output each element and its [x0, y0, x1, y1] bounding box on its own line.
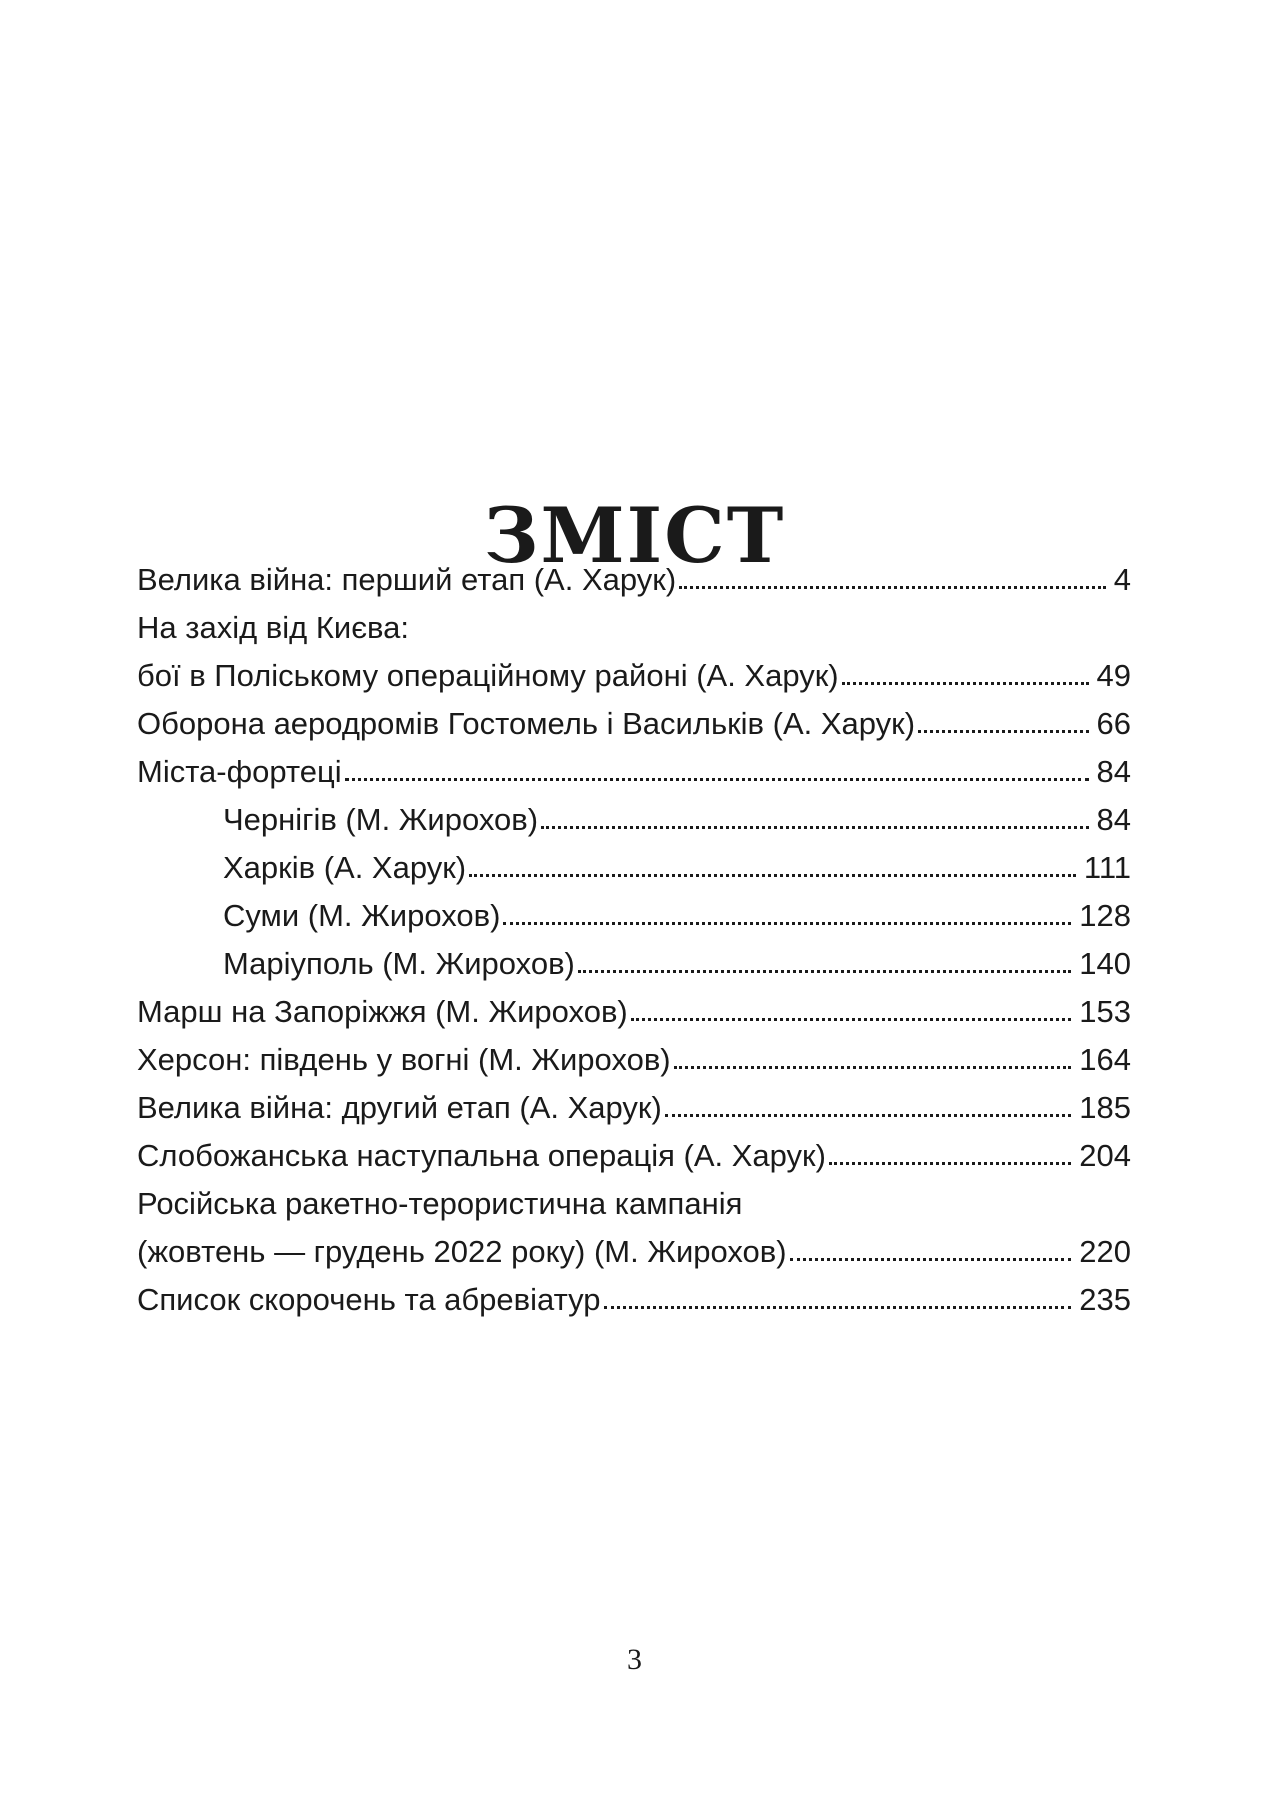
toc-entry	[137, 1084, 1131, 1132]
toc-entry-title: Велика війна: другий етап (А. Харук)	[137, 1090, 662, 1125]
dot-leader	[541, 824, 1088, 829]
dot-leader	[679, 584, 1106, 589]
toc-entry	[137, 700, 1131, 748]
dot-leader	[469, 872, 1076, 877]
toc-entry-page: 49	[1096, 658, 1131, 693]
toc-entry-page: 153	[1079, 994, 1131, 1029]
toc-entry-title: На захід від Києва:	[137, 610, 410, 645]
dot-leader	[345, 776, 1089, 781]
toc-entry	[137, 1180, 1131, 1228]
toc-entry	[137, 940, 1131, 988]
toc-entry-title: (жовтень — грудень 2022 року) (М. Жирохов)	[137, 1234, 787, 1269]
toc-entry	[137, 796, 1131, 844]
page-number: 3	[627, 1643, 642, 1676]
toc-entry-title: Велика війна: перший етап (А. Харук)	[137, 562, 677, 597]
dot-leader	[604, 1304, 1072, 1309]
toc-entry	[137, 988, 1131, 1036]
dot-leader	[631, 1016, 1072, 1021]
toc-entry-title: Міста-фортеці	[137, 754, 342, 789]
table-of-contents	[137, 556, 1131, 1324]
toc-entry	[137, 844, 1131, 892]
toc-entry	[137, 1132, 1131, 1180]
toc-entry	[137, 1276, 1131, 1324]
toc-entry-page: 185	[1079, 1090, 1131, 1125]
toc-entry-title: Слобожанська наступальна операція (А. Харук)	[137, 1138, 826, 1173]
dot-leader	[829, 1160, 1071, 1165]
toc-entry-title: Марш на Запоріжжя (М. Жирохов)	[137, 994, 628, 1029]
toc-entry	[137, 1036, 1131, 1084]
dot-leader	[674, 1064, 1072, 1069]
toc-entry-title: Російська ракетно-терористична кампанія	[137, 1186, 743, 1221]
dot-leader	[665, 1112, 1071, 1117]
toc-entry-page: 111	[1083, 850, 1131, 885]
toc-entry-title: Суми (М. Жирохов)	[223, 898, 501, 933]
toc-entry-page: 164	[1079, 1042, 1131, 1077]
toc-entry-title: Список скорочень та абревіатур	[137, 1282, 601, 1317]
toc-entry-page: 235	[1079, 1282, 1131, 1317]
toc-entry-title: Оборона аеродромів Гостомель і Васильків (А. Харук)	[137, 706, 916, 741]
toc-entry	[137, 1228, 1131, 1276]
toc-entry-title: Херсон: південь у вогні (М. Жирохов)	[137, 1042, 671, 1077]
toc-entry-title: Маріуполь (М. Жирохов)	[223, 946, 575, 981]
dot-leader	[918, 728, 1088, 733]
toc-entry	[137, 652, 1131, 700]
toc-entry	[137, 556, 1131, 604]
toc-entry-title: бої в Поліському операційному районі (А. Харук)	[137, 658, 839, 693]
toc-entry-page: 84	[1096, 802, 1131, 837]
toc-entry-page: 84	[1096, 754, 1131, 789]
toc-entry	[137, 892, 1131, 940]
dot-leader	[790, 1256, 1072, 1261]
toc-entry	[137, 604, 1131, 652]
toc-entry-page: 128	[1079, 898, 1131, 933]
toc-entry-page: 220	[1079, 1234, 1131, 1269]
toc-entry-page: 4	[1113, 562, 1131, 597]
dot-leader	[503, 920, 1071, 925]
toc-entry-title: Чернігів (М. Жирохов)	[223, 802, 539, 837]
toc-entry-page: 140	[1079, 946, 1131, 981]
toc-entry-page: 66	[1096, 706, 1131, 741]
dot-leader	[842, 680, 1089, 685]
toc-entry	[137, 748, 1131, 796]
dot-leader	[578, 968, 1071, 973]
page-title: ЗМІСТ	[483, 490, 786, 580]
toc-entry-page: 204	[1079, 1138, 1131, 1173]
toc-entry-title: Харків (А. Харук)	[223, 850, 467, 885]
